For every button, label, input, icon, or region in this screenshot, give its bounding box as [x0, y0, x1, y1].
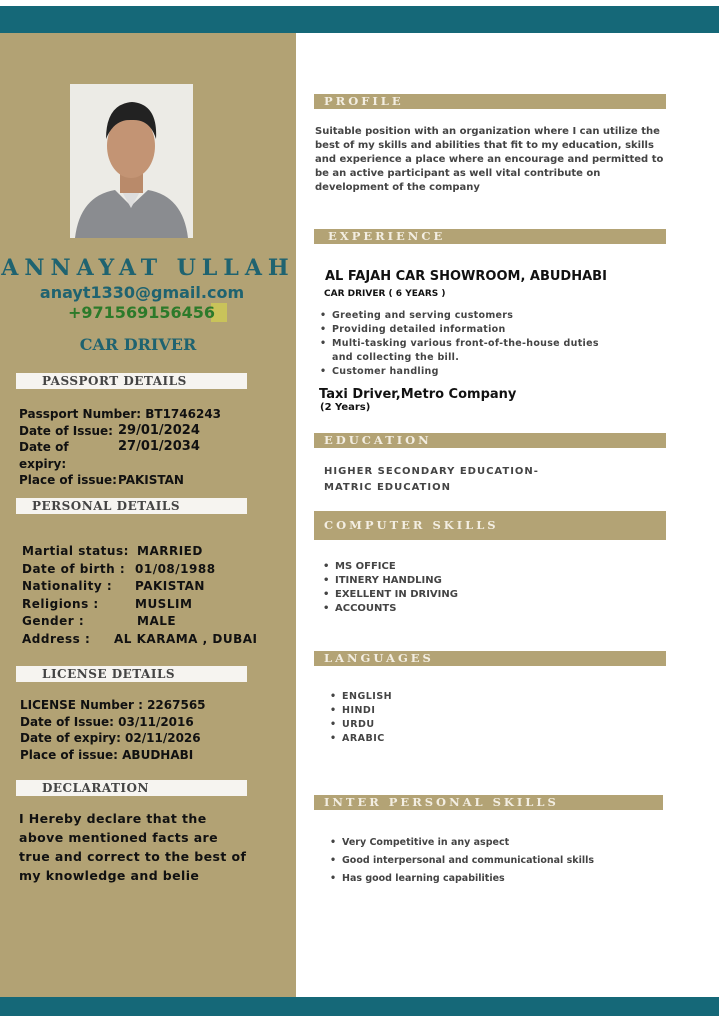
value: 01/08/1988: [135, 561, 216, 576]
label: Passport Number:: [19, 407, 142, 421]
license-place: Place of issue: ABUDHABI: [20, 747, 194, 762]
value: MARRIED: [137, 544, 203, 558]
license-issue-date: Date of Issue: 03/11/2016: [20, 714, 194, 729]
list-item: • Good interpersonal and communicational skills: [328, 852, 594, 870]
list-item: • ITINERY HANDLING: [321, 574, 458, 588]
label: Date of birth :: [22, 561, 126, 576]
computer-skills-header: COMPUTER SKILLS: [314, 511, 666, 540]
list-item: • MS OFFICE: [321, 560, 458, 574]
label: Gender :: [22, 614, 85, 628]
label: Martial status:: [22, 544, 129, 558]
job1-company: AL FAJAH CAR SHOWROOM, ABUDHABI: [325, 269, 607, 284]
list-item: • Providing detailed information: [318, 323, 618, 337]
value: MALE: [137, 614, 177, 628]
list-item: • Multi-tasking various front-of-the-house duties and collecting the bill.: [318, 337, 618, 365]
top-bar: [0, 6, 719, 33]
label: Date of expiry:: [19, 440, 69, 471]
job-title: CAR DRIVER: [79, 335, 197, 354]
list-item: • Has good learning capabilities: [328, 870, 594, 888]
label: Religions :: [22, 596, 99, 611]
value: AL KARAMA , DUBAI: [114, 631, 258, 646]
list-item: • Very Competitive in any aspect: [328, 834, 594, 852]
list-item: • EXELLENT IN DRIVING: [321, 588, 458, 602]
license-expiry-date: Date of expiry: 02/11/2026: [20, 731, 201, 745]
list-item: • ARABIC: [328, 732, 392, 746]
license-number: LICENSE Number : 2267565: [20, 698, 206, 712]
email[interactable]: anayt1330@gmail.com: [39, 283, 245, 302]
profile-text: Suitable position with an organization where I can utilize the best of my skills and abilities that fit to my education, skills and experience a place where an encourage and permitted to be an active participant as well vital contribute on development of the company: [315, 126, 664, 193]
candidate-name: ANNAYAT ULLAH: [1, 255, 295, 281]
list-item: MATRIC EDUCATION: [324, 482, 451, 493]
profile-header: PROFILE: [314, 94, 666, 109]
list-item: HIGHER SECONDARY EDUCATION-: [324, 466, 539, 477]
personal-header: PERSONAL DETAILS: [16, 498, 247, 514]
passport-header: PASSPORT DETAILS: [16, 373, 247, 389]
declaration-text: I Hereby declare that the above mentioned facts are true and correct to the best of my knowledge and belie: [19, 811, 247, 883]
label: Address :: [22, 631, 91, 646]
experience-header: EXPERIENCE: [314, 229, 666, 244]
declaration-header: DECLARATION: [16, 780, 247, 796]
languages-header: LANGUAGES: [314, 651, 666, 666]
label: Nationality :: [22, 579, 113, 593]
list-item: • HINDI: [328, 704, 392, 718]
list-item: • ENGLISH: [328, 690, 392, 704]
value: PAKISTAN: [118, 473, 184, 487]
bottom-bar: [0, 997, 719, 1016]
value: PAKISTAN: [135, 579, 205, 593]
license-header: LICENSE DETAILS: [16, 666, 247, 682]
list-item: • URDU: [328, 718, 392, 732]
label: Place of issue:: [19, 473, 117, 487]
value: BT1746243: [145, 407, 222, 421]
profile-photo: [70, 84, 193, 238]
languages-list: [328, 690, 392, 746]
license-details: [20, 697, 206, 763]
list-item: • Customer handling: [318, 365, 618, 379]
label: Date of Issue:: [19, 423, 113, 438]
interpersonal-header: INTER PERSONAL SKILLS: [314, 795, 663, 810]
job2-duration: (2 Years): [320, 402, 371, 413]
value: MUSLIM: [135, 596, 193, 611]
job1-duties: [318, 309, 618, 379]
list-item: • Greeting and serving customers: [318, 309, 618, 323]
list-item: • ACCOUNTS: [321, 602, 458, 616]
job1-role: CAR DRIVER ( 6 YEARS ): [324, 289, 446, 299]
personal-details: [22, 543, 257, 648]
value: 29/01/2024: [118, 422, 200, 438]
job2-company: Taxi Driver,Metro Company: [319, 387, 517, 402]
passport-details: [19, 406, 221, 489]
education-list: [324, 464, 539, 496]
value: 27/01/2034: [118, 439, 200, 454]
computer-skills-list: [321, 560, 458, 616]
interpersonal-list: [328, 834, 594, 888]
phone: +971569156456: [68, 303, 227, 322]
education-header: EDUCATION: [314, 433, 666, 448]
